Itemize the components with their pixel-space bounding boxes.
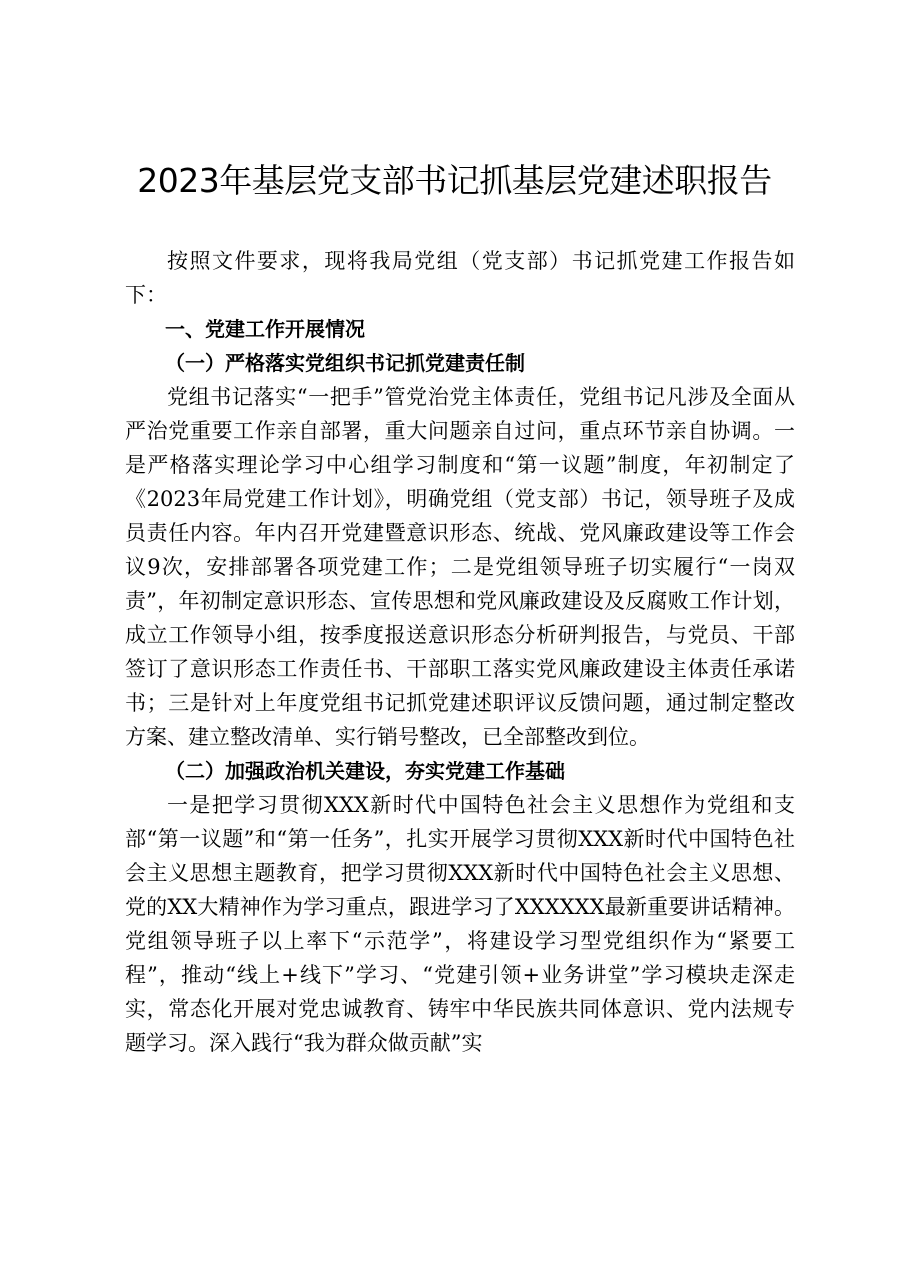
- document-body: [125, 244, 795, 1060]
- subsection-1-paragraph: 党组书记落实“一把手”管党治党主体责任，党组书记凡涉及全面从严治党重要工作亲自部署，重大问题亲自过问，重点环节亲自协调。一是严格落实理论学习中心组学习制度和“第一议题”制度，年初制定了《2023年局党建工作计划》，明确党组（党支部）书记，领导班子及成员责任内容。年内召开党建暨意识形态、统战、党风廉政建设等工作会议9次，安排部署各项党建工作；二是党组领导班子切实履行“一岗双责”，年初制定意识形态、宣传思想和党风廉政建设及反腐败工作计划，成立工作领导小组，按季度报送意识形态分析研判报告，与党员、干部签订了意识形态工作责任书、干部职工落实党风廉政建设主体责任承诺书；三是针对上年度党组书记抓党建述职评议反馈问题，通过制定整改方案、建立整改清单、实行销号整改，已全部整改到位。: [125, 385, 795, 749]
- document-title: 2023年基层党支部书记抓基层党建述职报告: [137, 161, 772, 200]
- intro-paragraph: 按照文件要求，现将我局党组（党支部）书记抓党建工作报告如下：: [125, 249, 795, 307]
- subsection-heading-1: （一）严格落实党组织书记抓党建责任制: [165, 351, 525, 375]
- subsection-2-paragraph: 一是把学习贯彻XXX新时代中国特色社会主义思想作为党组和支部“第一议题”和“第一任务”，扎实开展学习贯彻XXX新时代中国特色社会主义思想主题教育，把学习贯彻XXX新时代中国特色社会主义思想、党的XX大精神作为学习重点，跟进学习了XXXXXX最新重要讲话精神。党组领导班子以上率下“示范学”，将建设学习型党组织作为“紧要工程”，推动“线上+线下”学习、“党建引领+业务讲堂”学习模块走深走实，常态化开展对党忠诚教育、铸牢中华民族共同体意识、党内法规专题学习。深入践行“我为群众做贡献”实: [125, 793, 795, 1055]
- subsection-heading-2: （二）加强政治机关建设，夯实党建工作基础: [165, 759, 565, 783]
- section-heading-1: 一、党建工作开展情况: [165, 317, 365, 341]
